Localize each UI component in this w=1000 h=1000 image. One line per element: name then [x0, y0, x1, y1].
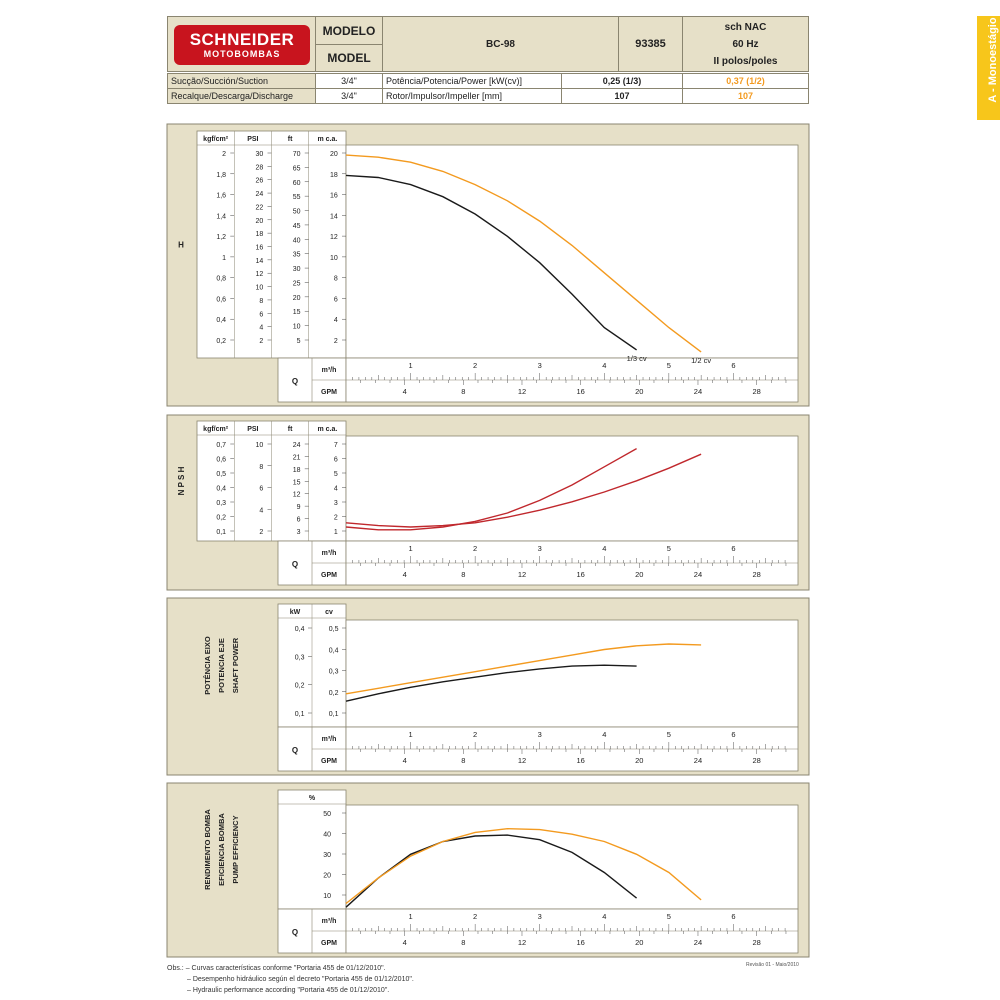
- chart-panel-1-unit-header: ft: [287, 136, 293, 143]
- chart-panel-4-side-label: RENDIMENTO BOMBA: [203, 809, 212, 890]
- chart-panel-1-y-tick-label: 0,8: [216, 275, 227, 283]
- product-code: 93385: [618, 16, 683, 72]
- chart-panel-1-gpm-tick-label: 28: [752, 387, 761, 396]
- chart-panel-1-m3h-tick-label: 5: [666, 361, 671, 370]
- chart-panel-2-y-tick-label: 6: [259, 485, 264, 493]
- chart-panel-4-side-label: EFICIENCIA BOMBA: [217, 813, 226, 886]
- chart-panel-4-gpm-tick-label: 16: [576, 938, 585, 947]
- chart-panel-2-gpm-tick-label: 20: [635, 570, 644, 579]
- chart-panel-1-y-tick-label: 12: [330, 234, 338, 242]
- chart-panel-4-m3h-tick-label: 4: [602, 912, 607, 921]
- chart-panel-2-y-tick-label: 0,1: [216, 529, 227, 536]
- chart-panel-2-m3h-tick-label: 1: [408, 544, 413, 553]
- chart-panel-1-y-tick-label: 30: [255, 151, 264, 158]
- power-value-2: 0,37 (1/2): [682, 73, 809, 89]
- chart-panel-4-gpm-tick-label: 28: [752, 938, 761, 947]
- chart-panel-1-m3h-tick-label: 2: [473, 361, 478, 370]
- chart-panel-1-plot-area: [346, 145, 798, 358]
- chart-panel-1-unit-header: PSI: [247, 136, 259, 143]
- impeller-value-1: 107: [561, 88, 683, 104]
- chart-panel-1-y-tick-label: 12: [255, 271, 264, 279]
- chart-panel-1-y-tick-label: 2: [222, 151, 227, 158]
- chart-panel-2-y-tick-label: 5: [333, 471, 338, 478]
- chart-panel-3-gpm-tick-label: 28: [752, 756, 761, 765]
- chart-panel-2-gpm-tick-label: 4: [402, 570, 407, 579]
- chart-panel-1-gpm-tick-label: 24: [693, 387, 703, 396]
- chart-panel-4-gpm-tick-label: 4: [402, 938, 407, 947]
- chart-panel-3-q-label: Q: [291, 746, 299, 755]
- chart-panel-3-gpm-tick-label: 4: [402, 756, 407, 765]
- chart-panel-4-m3h-label: m³/h: [321, 918, 337, 925]
- chart-panel-2-side-label: N P S H: [177, 466, 186, 496]
- chart-panel-1-y-tick-label: 55: [292, 194, 301, 202]
- modelo-label: MODELO: [315, 16, 383, 45]
- suction-label: Sucção/Succión/Suction: [167, 73, 316, 89]
- chart-panel-2-y-tick-label: 15: [292, 479, 301, 487]
- chart-panel-1-y-tick-label: 4: [333, 317, 338, 325]
- chart-panel-4-m3h-tick-label: 5: [666, 912, 671, 921]
- chart-panel-2-y-tick-label: 12: [292, 491, 301, 499]
- chart-panel-2-unit-header: ft: [287, 426, 293, 433]
- chart-panel-1: [167, 124, 809, 406]
- chart-panel-1-y-tick-label: 25: [292, 280, 301, 288]
- chart-panel-2-y-tick-label: 18: [292, 466, 301, 474]
- chart-panel-1-y-tick-label: 0,4: [216, 317, 227, 325]
- chart-panel-1-y-tick-label: 8: [333, 275, 338, 283]
- chart-panel-1-y-tick-label: 65: [292, 165, 301, 173]
- chart-panel-2-y-tick-label: 1: [333, 529, 338, 536]
- chart-panel-1-y-tick-label: 6: [259, 311, 264, 319]
- chart-panel-1-y-tick-label: 5: [296, 338, 301, 345]
- chart-panel-2-y-tick-label: 6: [333, 456, 338, 464]
- chart-panel-4-gpm-tick-label: 24: [693, 938, 703, 947]
- chart-panel-2-m3h-label: m³/h: [321, 550, 337, 557]
- chart-panel-1-gpm-label: GPM: [321, 389, 337, 396]
- chart-panel-1-m3h-label: m³/h: [321, 367, 337, 374]
- chart-panel-4-y-tick-label: 30: [323, 852, 332, 859]
- chart-panel-4-gpm-tick-label: 8: [461, 938, 466, 947]
- chart-panel-4-side-label: PUMP EFFICIENCY: [231, 815, 240, 884]
- chart-panel-4-q-label: Q: [291, 928, 299, 937]
- obs-label: Obs.:: [167, 965, 184, 972]
- chart-panel-1-y-tick-label: 1,4: [216, 213, 227, 221]
- chart-panel-1-m3h-tick-label: 1: [408, 361, 413, 370]
- chart-panel-3-m3h-tick-label: 3: [537, 730, 542, 739]
- chart-panel-1-y-tick-label: 1,6: [216, 192, 227, 200]
- chart-panel-1-y-tick-label: 16: [255, 244, 264, 252]
- chart-panel-1-y-tick-label: 26: [255, 177, 264, 185]
- chart-panel-3-plot-area: [346, 620, 798, 727]
- chart-panel-1-gpm-tick-label: 4: [402, 387, 407, 396]
- chart-panel-1-y-tick-label: 1: [222, 254, 227, 262]
- chart-panel-4-gpm-label: GPM: [321, 940, 337, 947]
- chart-panel-3-m3h-tick-label: 1: [408, 730, 413, 739]
- model-label: MODEL: [315, 44, 383, 72]
- chart-panel-3-y-tick-label: 0,1: [294, 711, 305, 718]
- obs-note-3: – Hydraulic performance according "Portaria 455 de 01/12/2010".: [187, 987, 390, 994]
- spec-line-2: 60 Hz: [732, 38, 759, 50]
- chart-panel-1-y-tick-label: 18: [330, 171, 338, 179]
- chart-panel-4-gpm-tick-label: 20: [635, 938, 644, 947]
- chart-panel-3-m3h-label: m³/h: [321, 736, 337, 743]
- chart-panel-4-y-tick-label: 40: [323, 831, 332, 839]
- chart-panel-1-y-tick-label: 14: [255, 257, 264, 265]
- chart-panel-2-y-tick-label: 0,2: [216, 514, 227, 522]
- spec-line-3: II polos/poles: [713, 55, 778, 67]
- observations: [167, 963, 414, 996]
- chart-panel-2: [167, 415, 809, 590]
- chart-panel-4-gpm-tick-label: 12: [517, 938, 527, 947]
- model-value: BC-98: [382, 16, 619, 72]
- chart-panel-1-unit-header: m c.a.: [317, 136, 338, 143]
- chart-panel-3-gpm-label: GPM: [321, 758, 337, 765]
- chart-panel-1-y-tick-label: 0,2: [216, 338, 227, 345]
- chart-panel-1-unit-header: kgf/cm²: [203, 136, 229, 143]
- chart-panel-2-gpm-tick-label: 24: [693, 570, 703, 579]
- chart-panel-1-y-tick-label: 20: [330, 151, 338, 158]
- impeller-value-2: 107: [682, 88, 809, 104]
- chart-panel-1-y-tick-label: 1,2: [216, 234, 227, 242]
- chart-panel-1-y-tick-label: 60: [292, 179, 301, 187]
- chart-panel-1-side-label: H: [178, 240, 184, 250]
- chart-panel-3-y-tick-label: 0,4: [294, 626, 305, 633]
- chart-panel-3-side-label: POTÊNCIA EIXO: [203, 636, 212, 695]
- chart-panel-1-y-tick-label: 50: [292, 208, 301, 216]
- chart-panel-2-y-tick-label: 0,6: [216, 456, 227, 464]
- chart-panel-4: [167, 783, 809, 957]
- chart-panel-2-y-tick-label: 0,3: [216, 500, 227, 507]
- chart-panel-4-unit-header: %: [308, 795, 316, 802]
- chart-panel-2-gpm-label: GPM: [321, 572, 337, 579]
- chart-panel-2-q-label: Q: [291, 560, 299, 569]
- chart-panel-2-gpm-tick-label: 12: [517, 570, 527, 579]
- chart-panel-2-unit-header: PSI: [247, 426, 259, 433]
- chart-panel-4-y-tick-label: 50: [323, 811, 332, 818]
- chart-panel-3-side-label: SHAFT POWER: [231, 637, 240, 694]
- chart-panel-2-y-tick-label: 3: [296, 529, 301, 536]
- chart-panel-1-y-tick-label: 28: [255, 164, 264, 172]
- chart-panel-1-y-tick-label: 22: [255, 204, 264, 212]
- chart-panel-1-gpm-tick-label: 20: [635, 387, 644, 396]
- chart-panel-2-y-tick-label: 10: [255, 442, 264, 449]
- chart-panel-1-y-tick-label: 0,6: [216, 296, 227, 304]
- chart-panel-1-series-label: 1/3 cv: [626, 353, 647, 363]
- chart-panel-4-m3h-tick-label: 6: [731, 912, 736, 921]
- chart-panel-3-gpm-tick-label: 16: [576, 756, 585, 765]
- chart-panel-4-y-tick-label: 10: [323, 893, 332, 900]
- chart-panel-3-y-tick-label: 0,2: [328, 689, 339, 697]
- chart-panel-2-m3h-tick-label: 2: [473, 544, 478, 553]
- chart-panel-3-y-tick-label: 0,3: [328, 668, 339, 676]
- chart-panel-3-m3h-tick-label: 4: [602, 730, 607, 739]
- chart-panel-3-gpm-tick-label: 20: [635, 756, 644, 765]
- chart-panel-2-y-tick-label: 2: [333, 514, 338, 522]
- chart-panel-3-y-tick-label: 0,3: [294, 654, 305, 662]
- chart-panel-2-m3h-tick-label: 4: [602, 544, 607, 553]
- chart-panel-2-y-tick-label: 3: [333, 500, 338, 507]
- chart-panel-2-gpm-tick-label: 28: [752, 570, 761, 579]
- chart-panel-2-y-tick-label: 4: [333, 485, 338, 493]
- chart-panel-2-gpm-tick-label: 8: [461, 570, 466, 579]
- chart-panel-3-unit-header: kW: [289, 609, 301, 616]
- chart-panel-1-gpm-tick-label: 16: [576, 387, 585, 396]
- chart-panel-1-y-tick-label: 40: [292, 237, 301, 245]
- chart-panel-2-y-tick-label: 0,5: [216, 471, 227, 478]
- chart-panel-1-y-tick-label: 18: [255, 231, 264, 239]
- chart-panel-1-y-tick-label: 14: [330, 213, 338, 221]
- chart-panel-3-unit-header: cv: [325, 609, 333, 616]
- chart-panel-4-plot-area: [346, 805, 798, 909]
- chart-panel-1-y-tick-label: 70: [292, 151, 301, 158]
- chart-panel-1-y-tick-label: 8: [259, 297, 264, 305]
- chart-panel-3-gpm-tick-label: 12: [517, 756, 527, 765]
- obs-note-2: – Desempenho hidráulico según el decreto "Portaria 455 de 01/12/2010".: [187, 976, 414, 983]
- chart-panel-3-y-tick-label: 0,4: [328, 647, 339, 655]
- chart-panel-2-y-tick-label: 0,4: [216, 485, 227, 493]
- discharge-label: Recalque/Descarga/Discharge: [167, 88, 316, 104]
- chart-panel-2-unit-header: kgf/cm²: [203, 426, 229, 433]
- chart-panel-1-y-tick-label: 10: [292, 323, 301, 331]
- discharge-value: 3/4": [315, 88, 383, 104]
- chart-panel-2-y-tick-label: 9: [296, 504, 301, 512]
- logo-main-text: SCHNEIDER: [189, 30, 295, 49]
- chart-panel-2-y-tick-label: 6: [296, 516, 301, 524]
- chart-panel-2-m3h-tick-label: 3: [537, 544, 542, 553]
- chart-panel-3-y-tick-label: 0,5: [328, 626, 339, 633]
- chart-panel-1-y-tick-label: 1,8: [216, 171, 227, 179]
- obs-note-1: – Curvas características conforme "Portaria 455 de 01/12/2010".: [185, 965, 386, 972]
- suction-value: 3/4": [315, 73, 383, 89]
- chart-panel-1-gpm-tick-label: 8: [461, 387, 466, 396]
- side-tab-label: A - Monoestágio: [987, 17, 999, 103]
- chart-panel-2-y-tick-label: 24: [292, 442, 301, 449]
- chart-panel-2-y-tick-label: 2: [259, 529, 264, 536]
- power-label: Potência/Potencia/Power [kW(cv)]: [382, 73, 562, 89]
- chart-panel-4-m3h-tick-label: 1: [408, 912, 413, 921]
- power-value-1: 0,25 (1/3): [561, 73, 683, 89]
- chart-panel-1-y-tick-label: 35: [292, 251, 301, 259]
- impeller-label: Rotor/Impulsor/Impeller [mm]: [382, 88, 562, 104]
- chart-panel-3-side-label: POTENCIA EJE: [217, 638, 226, 693]
- chart-panel-2-y-tick-label: 0,7: [216, 442, 227, 449]
- chart-panel-3-y-tick-label: 0,2: [294, 682, 305, 690]
- chart-panel-1-y-tick-label: 15: [292, 309, 301, 317]
- chart-panel-1-y-tick-label: 20: [292, 294, 301, 302]
- chart-panel-3-gpm-tick-label: 8: [461, 756, 466, 765]
- chart-panel-2-y-tick-label: 7: [333, 442, 338, 449]
- chart-panel-2-y-tick-label: 8: [259, 463, 264, 471]
- chart-panel-3-m3h-tick-label: 2: [473, 730, 478, 739]
- chart-panel-4-unit-block: [278, 790, 346, 909]
- chart-panel-1-y-tick-label: 45: [292, 222, 301, 230]
- chart-panel-1-y-tick-label: 10: [330, 254, 338, 262]
- chart-panel-4-m3h-tick-label: 2: [473, 912, 478, 921]
- chart-panel-3-y-tick-label: 0,1: [328, 711, 339, 718]
- chart-panel-3-m3h-tick-label: 6: [731, 730, 736, 739]
- chart-panel-3-m3h-tick-label: 5: [666, 730, 671, 739]
- chart-panel-1-y-tick-label: 30: [292, 266, 301, 274]
- chart-panel-1-gpm-tick-label: 12: [517, 387, 527, 396]
- logo-sub-text: MOTOBOMBAS: [203, 49, 281, 59]
- chart-panel-2-plot-area: [346, 436, 798, 541]
- chart-panel-1-y-tick-label: 10: [255, 284, 264, 292]
- spec-line-1: sch NAC: [724, 21, 767, 33]
- chart-panel-3-gpm-tick-label: 24: [693, 756, 703, 765]
- chart-panel-2-unit-header: m c.a.: [317, 426, 338, 433]
- chart-panel-2-gpm-tick-label: 16: [576, 570, 585, 579]
- chart-panel-1-y-tick-label: 24: [255, 191, 264, 199]
- chart-panel-1-y-tick-label: 6: [333, 296, 338, 304]
- chart-panel-2-y-tick-label: 4: [259, 507, 264, 515]
- chart-panel-2-m3h-tick-label: 5: [666, 544, 671, 553]
- chart-panel-4-y-tick-label: 20: [323, 872, 332, 880]
- chart-panel-1-y-tick-label: 2: [333, 338, 338, 345]
- chart-panel-1-q-label: Q: [291, 377, 299, 386]
- chart-panel-2-y-tick-label: 21: [292, 454, 301, 462]
- chart-panel-1-m3h-tick-label: 6: [731, 361, 736, 370]
- chart-panel-1-y-tick-label: 2: [259, 338, 264, 345]
- chart-panel-1-series-label: 1/2 cv: [691, 355, 712, 365]
- chart-panel-1-m3h-tick-label: 3: [537, 361, 542, 370]
- chart-panel-1-y-tick-label: 20: [255, 217, 264, 225]
- revision-note: Revisão 01 - Maio/2010: [746, 962, 799, 968]
- chart-panel-1-y-tick-label: 4: [259, 324, 264, 332]
- chart-panel-1-m3h-tick-label: 4: [602, 361, 607, 370]
- chart-panel-2-m3h-tick-label: 6: [731, 544, 736, 553]
- chart-panel-1-y-tick-label: 16: [330, 192, 338, 200]
- chart-panel-3: [167, 598, 809, 775]
- chart-panel-4-m3h-tick-label: 3: [537, 912, 542, 921]
